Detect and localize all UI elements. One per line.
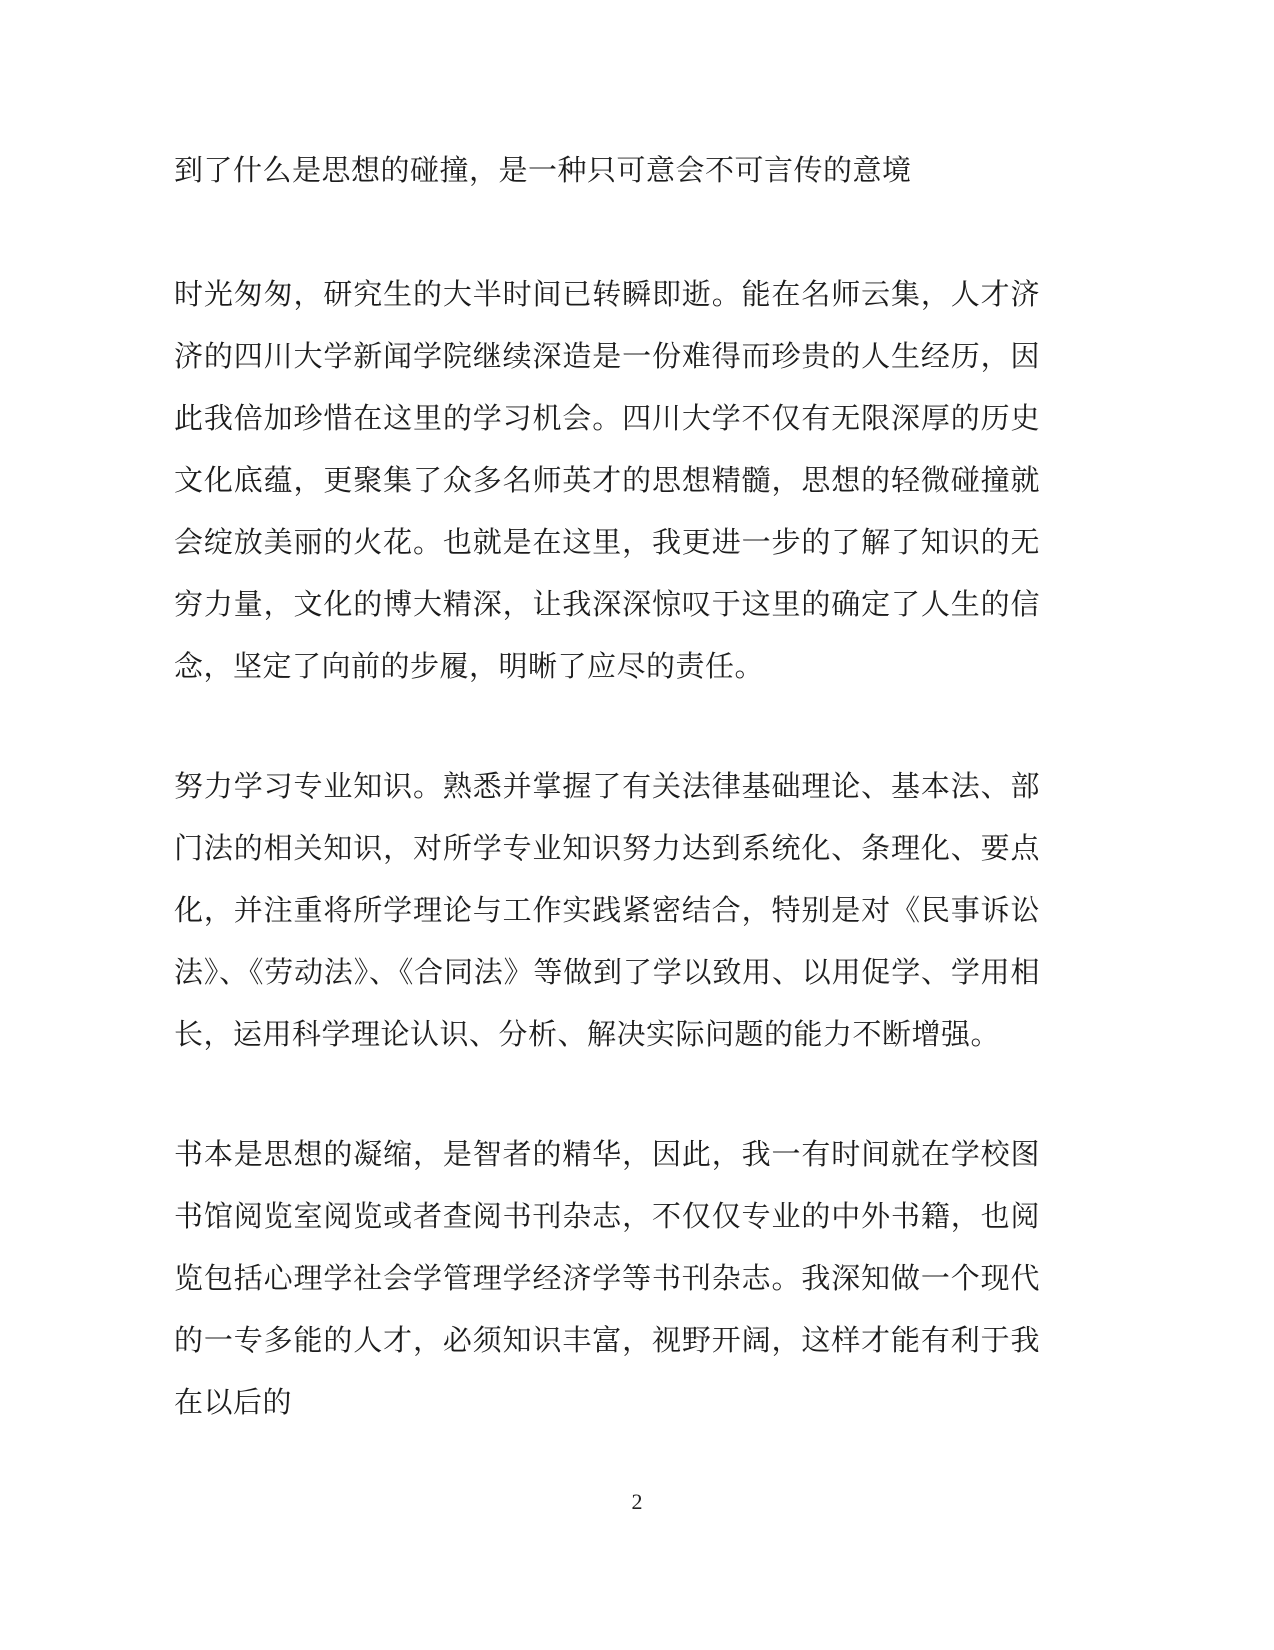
- document-body: [174, 140, 1040, 1434]
- paragraph-3: 努力学习专业知识。熟悉并掌握了有关法律基础理论、基本法、部门法的相关知识，对所学专业知识努力达到系统化、条理化、要点化，并注重将所学理论与工作实践紧密结合，特别是对《民事诉讼法》、《劳动法》、《合同法》等做到了学以致用、以用促学、学用相长，运用科学理论认识、分析、解决实际问题的能力不断增强。: [174, 771, 1040, 1051]
- paragraph-4: 书本是思想的凝缩，是智者的精华，因此，我一有时间就在学校图书馆阅览室阅览或者查阅书刊杂志，不仅仅专业的中外书籍，也阅览包括心理学社会学管理学经济学等书刊杂志。我深知做一个现代的一专多能的人才，必须知识丰富，视野开阔，这样才能有利于我在以后的: [174, 1139, 1040, 1419]
- paragraph-2: 时光匆匆，研究生的大半时间已转瞬即逝。能在名师云集，人才济济的四川大学新闻学院继续深造是一份难得而珍贵的人生经历，因此我倍加珍惜在这里的学习机会。四川大学不仅有无限深厚的历史文化底蕴，更聚集了众多名师英才的思想精髓，思想的轻微碰撞就会绽放美丽的火花。也就是在这里，我更进一步的了解了知识的无穷力量，文化的博大精深，让我深深惊叹于这里的确定了人生的信念，坚定了向前的步履，明晰了应尽的责任。: [174, 279, 1040, 683]
- page-number: 2: [631, 1489, 643, 1514]
- paragraph-1: 到了什么是思想的碰撞，是一种只可意会不可言传的意境: [174, 155, 912, 187]
